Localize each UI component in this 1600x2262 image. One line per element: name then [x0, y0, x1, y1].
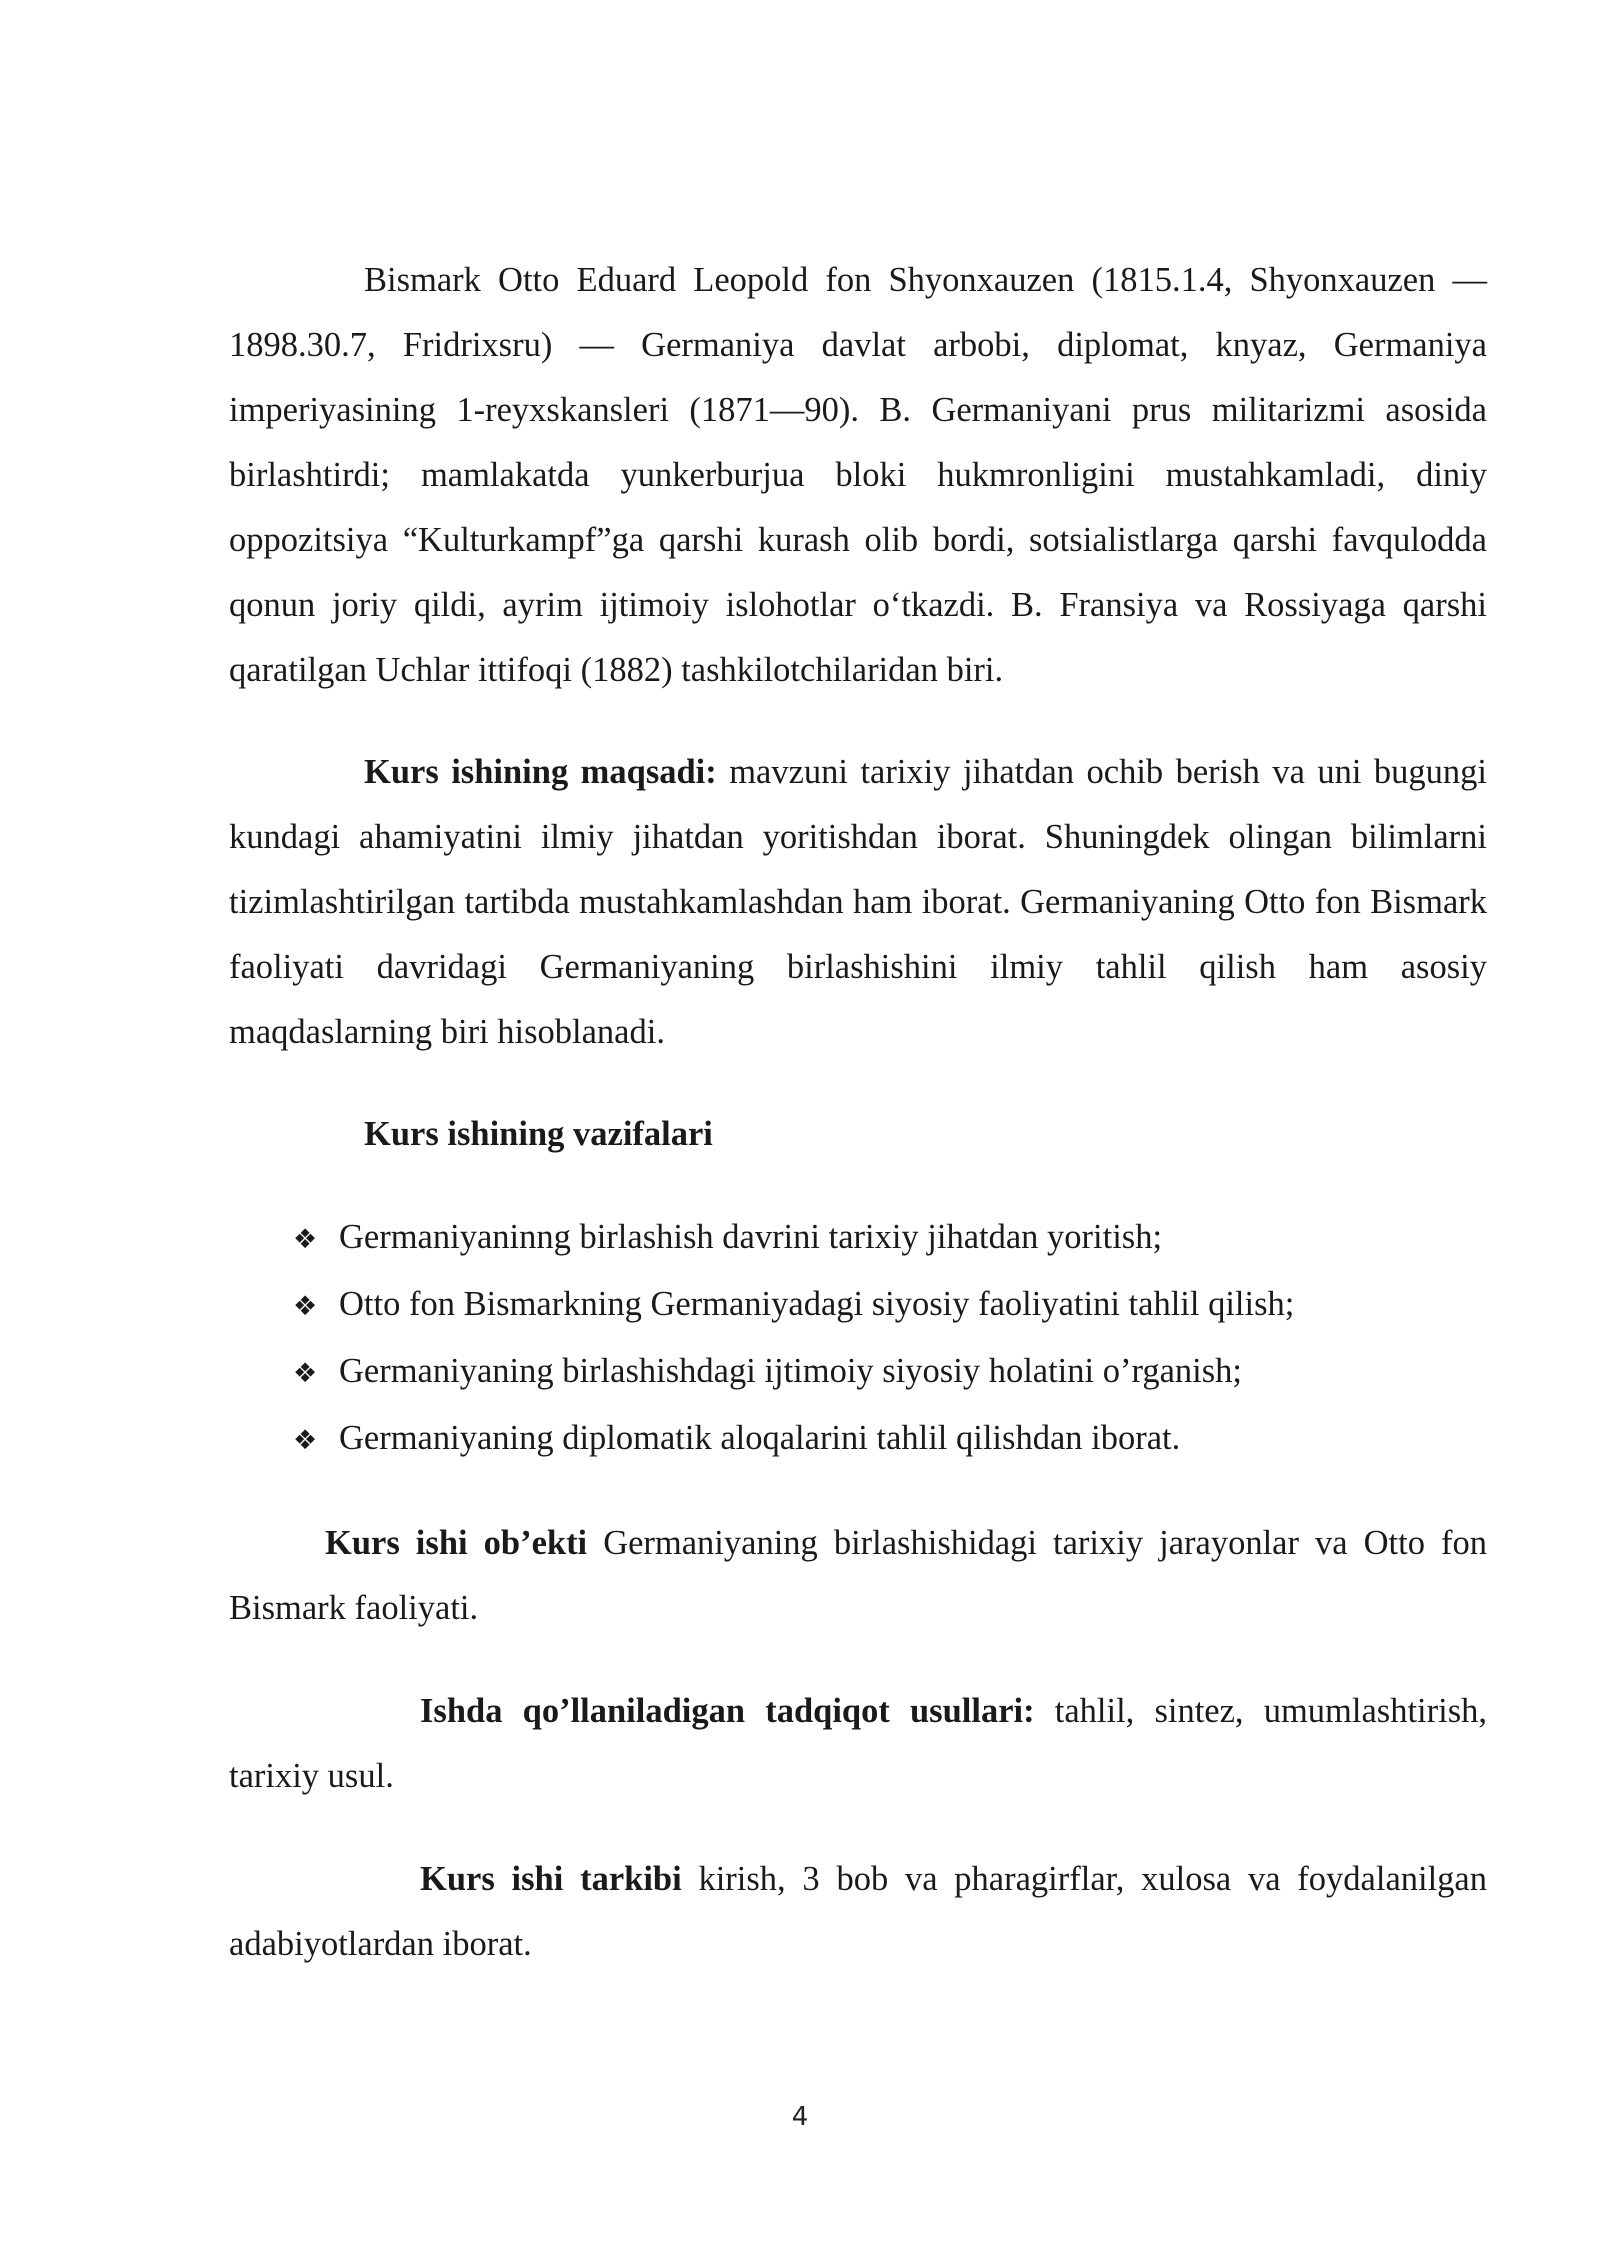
goal-paragraph [229, 740, 1487, 1065]
list-item [293, 1272, 1487, 1339]
tasks-list [229, 1205, 1487, 1473]
four-diamond-bullet-icon: ❖ [293, 1358, 318, 1389]
task-text: Otto fon Bismarkning Germaniyadagi siyosiy faoliyatini tahlil qilish; [339, 1285, 1295, 1323]
list-item [293, 1205, 1487, 1272]
intro-paragraph: Bismark Otto Eduard Leopold fon Shyonxauzen (1815.1.4, Shyonxauzen —1898.30.7, Fridrixsru) — Germaniya davlat arbobi, diplomat, knyaz, Germaniya imperiyasining 1-reyxskansleri (1871—90). B. Germaniyani prus militarizmi asosida birlashtirdi; mamlakatda yunkerburjua bloki hukmronligini mustahkamladi, diniy oppozitsiya “Kulturkampf”ga qarshi kurash olib bordi, sotsialistlarga qarshi favqulodda qonun joriy qildi, ayrim ijtimoiy islohotlar o‘tkazdi. B. Fransiya va Rossiyaga qarshi qaratilgan Uchlar ittifoqi (1882) tashkilotchilaridan biri. [229, 261, 1487, 689]
methods-label-word: tadqiqot [765, 1692, 890, 1730]
goal-label: Kurs ishining maqsadi: [364, 753, 717, 791]
list-item [293, 1406, 1487, 1473]
four-diamond-bullet-icon: ❖ [293, 1224, 318, 1255]
task-text: Germaniyaninng birlashish davrini tarixiy jihatdan yoritish; [339, 1218, 1163, 1256]
four-diamond-bullet-icon: ❖ [293, 1291, 318, 1322]
structure-text: kirish, 3 bob va pharagirflar, xulosa va foydalanilgan adabiyotlardan iborat. [229, 1860, 1487, 1963]
tasks-heading: Kurs ishining vazifalari [364, 1115, 713, 1153]
object-label: Kurs ishi ob’ekti [325, 1524, 588, 1562]
methods-label-word: Ishda [420, 1692, 503, 1730]
structure-label: Kurs ishi tarkibi [420, 1860, 682, 1898]
task-text: Germaniyaning birlashishdagi ijtimoiy siyosiy holatini o’rganish; [339, 1352, 1242, 1390]
methods-text: tahlil, sintez, umumlashtirish, tarixiy usul. [229, 1692, 1487, 1795]
four-diamond-bullet-icon: ❖ [293, 1425, 318, 1456]
page-number: 4 [791, 2102, 809, 2132]
goal-text: mavzuni tarixiy jihatdan ochib berish va uni bugungi kundagi ahamiyatini ilmiy jihatdan yoritishdan iborat. Shuningdek olingan bilimlarni tizimlashtirilgan tartibda mustahkamlashdan ham iborat. Germaniyaning Otto fon Bismark faoliyati davridagi Germaniyaning birlashishini ilmiy tahlil qilish ham asosiy maqdaslarning biri hisoblanadi. [229, 753, 1487, 1051]
object-text: Germaniyaning birlashishidagi tarixiy jarayonlar va Otto fon Bismark faoliyati. [229, 1524, 1487, 1627]
methods-label-word: qo’llaniladigan [522, 1692, 746, 1730]
methods-paragraph [229, 1679, 1487, 1809]
object-paragraph [229, 1511, 1487, 1641]
list-item [293, 1339, 1487, 1406]
methods-label-word: usullari: [910, 1692, 1035, 1730]
task-text: Germaniyaning diplomatik aloqalarini tahlil qilishdan iborat. [339, 1419, 1181, 1457]
page-content [229, 248, 1487, 1977]
structure-paragraph [229, 1847, 1487, 1977]
